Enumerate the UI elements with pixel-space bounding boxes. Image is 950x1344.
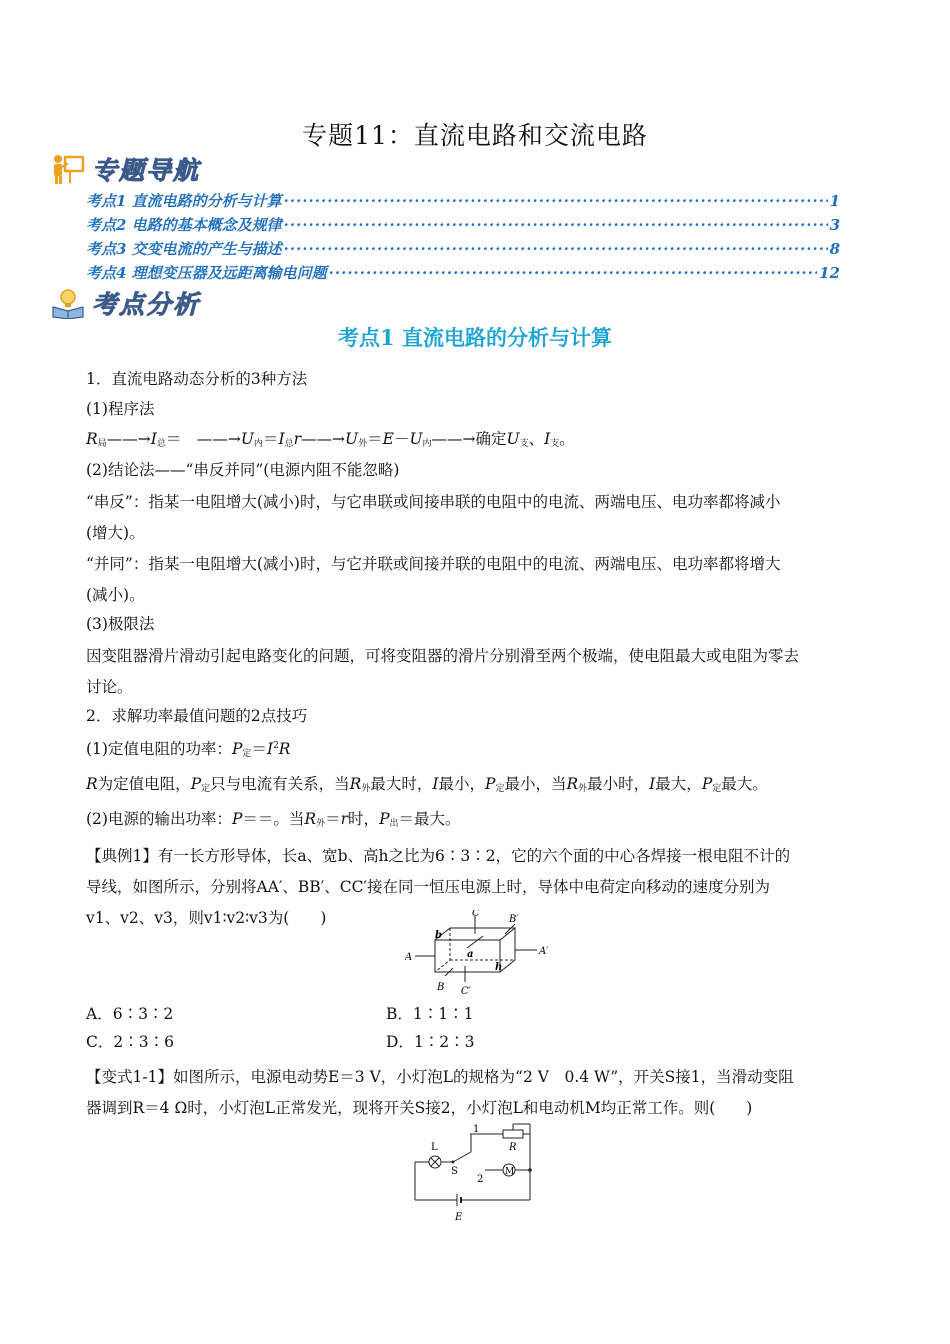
toc-item-label: 考点1 直流电路的分析与计算 bbox=[86, 192, 282, 210]
fig2-label-E: E bbox=[455, 1212, 463, 1223]
paragraph: (2)结论法——“串反并同”(电源内阻不能忽略) bbox=[86, 461, 400, 479]
table-of-contents bbox=[86, 190, 840, 286]
toc-item-label: 考点4 理想变压器及远距离输电问题 bbox=[86, 264, 327, 282]
toc-item[interactable] bbox=[86, 262, 840, 286]
toc-item-label: 考点3 交变电流的产生与描述 bbox=[86, 240, 282, 258]
body-text bbox=[86, 366, 866, 934]
analysis-banner-title: 考点分析 bbox=[92, 290, 201, 319]
option-d[interactable]: D．1∶2∶3 bbox=[386, 1033, 475, 1051]
toc-item-page: 1 bbox=[829, 192, 840, 210]
variant-question bbox=[86, 1062, 866, 1124]
paragraph: (减小)。 bbox=[86, 586, 145, 604]
fig2-label-motor: M bbox=[505, 1167, 515, 1177]
paragraph: 2．求解功率最值问题的2点技巧 bbox=[86, 707, 308, 725]
fig2-label-2: 2 bbox=[477, 1174, 484, 1185]
variant-line: 器调到R＝4 Ω时，小灯泡L正常发光，现将开关S接2，小灯泡L和电动机M均正常工作。则( ) bbox=[86, 1099, 753, 1117]
nav-banner-title: 专题导航 bbox=[92, 156, 201, 185]
paragraph: 讨论。 bbox=[86, 678, 133, 696]
toc-leader bbox=[329, 264, 817, 282]
fig1-label-A-prime: A′ bbox=[539, 946, 549, 957]
toc-leader bbox=[284, 216, 828, 234]
example-question: v1、v2、v3，则v1∶v2∶v3为( ) bbox=[86, 909, 327, 928]
fig2-label-1: 1 bbox=[473, 1124, 480, 1135]
paragraph: (增大)。 bbox=[86, 524, 145, 542]
variant-line: 【变式1-1】如图所示，电源电动势E＝3 V，小灯泡L的规格为“2 V 0.4 W”，开关S接1，当滑动变阻 bbox=[86, 1068, 794, 1086]
answer-options bbox=[86, 1000, 866, 1056]
lightbulb-book-icon bbox=[50, 287, 86, 319]
option-a[interactable]: A．6∶3∶2 bbox=[86, 1005, 174, 1023]
toc-item-page: 3 bbox=[829, 216, 840, 234]
formula-procedure: $R_局——\to I_总=$ $——\to U_内=I_总r——\to U_外=E-U_内——\to$确定$U_支$、$I_支$。 bbox=[86, 430, 575, 449]
formula-resistor-power: (1)定值电阻的功率：$P_定=I^2R$ bbox=[86, 740, 291, 760]
paragraph: “串反”：指某一电阻增大(减小)时，与它串联或间接串联的电阻中的电流、两端电压、电功率都将减小 bbox=[86, 493, 781, 511]
fig1-label-B-prime: B′ bbox=[509, 914, 519, 925]
fig2-label-R: R bbox=[509, 1142, 517, 1153]
paragraph: 因变阻器滑片滑动引起电路变化的问题，可将变阻器的滑片分别滑至两个极端，使电阻最大或电阻为零去 bbox=[86, 647, 800, 665]
option-c[interactable]: C．2∶3∶6 bbox=[86, 1033, 174, 1051]
nav-banner bbox=[50, 152, 200, 186]
toc-item-page: 8 bbox=[829, 240, 840, 258]
fig2-label-lamp: L bbox=[431, 1142, 438, 1153]
example-question: 【典例1】有一长方形导体，长a、宽b、高h之比为6∶3∶2，它的六个面的中心各焊接一根电阻不计的 bbox=[86, 847, 791, 866]
toc-leader bbox=[284, 192, 828, 210]
fig1-label-b: b bbox=[435, 930, 442, 941]
teacher-icon bbox=[50, 153, 86, 185]
paragraph: (1)程序法 bbox=[86, 400, 155, 418]
section-heading: 考点1 直流电路的分析与计算 bbox=[338, 325, 612, 350]
toc-item[interactable] bbox=[86, 238, 840, 262]
fig1-label-C-prime: C′ bbox=[461, 986, 471, 997]
paragraph: 1．直流电路动态分析的3种方法 bbox=[86, 370, 308, 388]
fig1-label-h: h bbox=[495, 962, 503, 973]
circuit-figure bbox=[405, 1122, 535, 1226]
paragraph: (3)极限法 bbox=[86, 615, 155, 633]
example-question: 导线，如图所示，分别将AA′、BB′、CC′接在同一恒压电源上时，导体中电荷定向移动的速度分别为 bbox=[86, 878, 770, 897]
formula-output-power: (2)电源的输出功率：P＝＝。当$R_外=r$时，$P_出=$最大。 bbox=[86, 810, 461, 830]
fig1-label-A: A bbox=[405, 952, 413, 963]
fig1-label-B: B bbox=[437, 982, 445, 993]
toc-item[interactable] bbox=[86, 190, 840, 214]
option-b[interactable]: B．1∶1∶1 bbox=[386, 1005, 474, 1023]
analysis-banner bbox=[50, 286, 200, 320]
toc-item-page: 12 bbox=[819, 264, 840, 282]
formula-resistor-note: R为定值电阻，$P_定$只与电流有关系，当$R_外$最大时，I最小，$P_定$最小，当$R_外$最小时，I最大，$P_定$最大。 bbox=[86, 775, 768, 795]
fig1-label-a: a bbox=[467, 949, 474, 960]
toc-leader bbox=[284, 240, 828, 258]
toc-item[interactable] bbox=[86, 214, 840, 238]
fig1-label-C: C bbox=[472, 910, 480, 919]
document-title: 专题11：直流电路和交流电路 bbox=[302, 121, 648, 150]
fig2-label-switch: S bbox=[451, 1166, 458, 1177]
toc-item-label: 考点2 电路的基本概念及规律 bbox=[86, 216, 282, 234]
paragraph: “并同”：指某一电阻增大(减小)时，与它并联或间接并联的电阻中的电流、两端电压、电功率都将增大 bbox=[86, 555, 781, 573]
conductor-figure bbox=[405, 910, 555, 998]
